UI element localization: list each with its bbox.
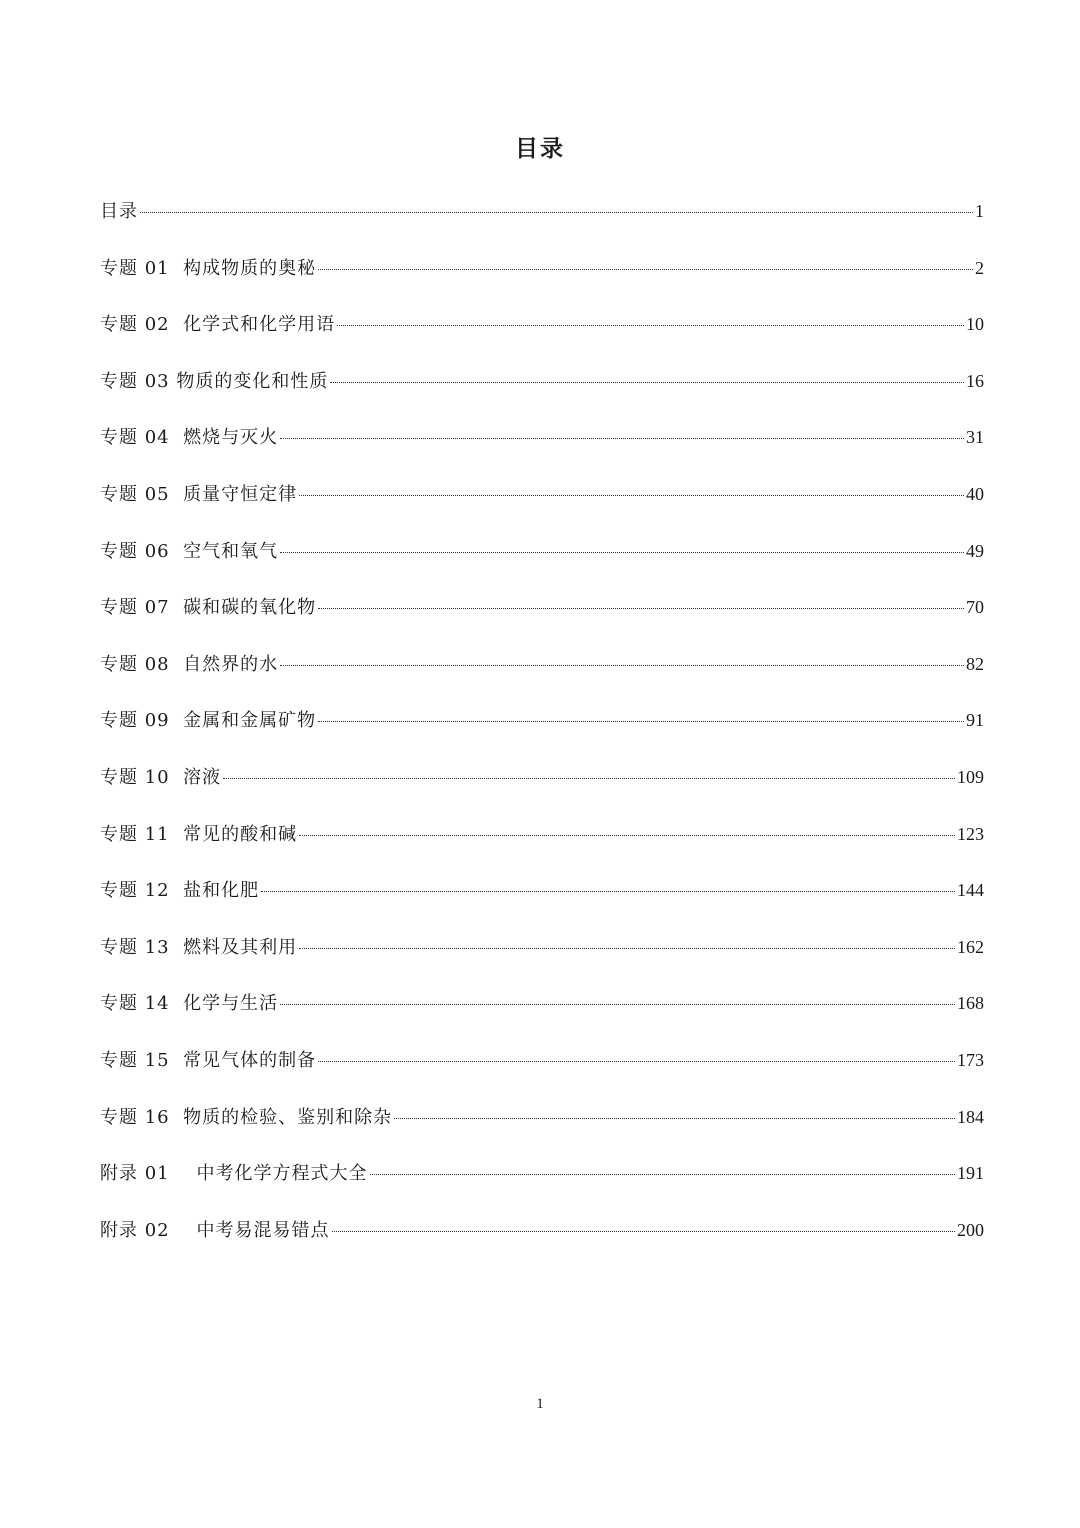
toc-entry-label: 专题 01 构成物质的奥秘 (100, 257, 317, 279)
toc-entry[interactable] (100, 479, 984, 536)
toc-entry-label: 附录 02 中考易混易错点 (100, 1219, 330, 1241)
toc-entry-label: 专题 02 化学式和化学用语 (100, 314, 336, 336)
toc-entry-page-number: 1 (975, 201, 984, 221)
toc-entry-label: 专题 15 常见气体的制备 (100, 1049, 317, 1071)
toc-entry[interactable] (100, 1215, 984, 1272)
toc-entry-label: 专题 08 自然界的水 (100, 653, 279, 675)
dot-leader (280, 665, 964, 666)
dot-leader (318, 1061, 955, 1062)
toc-entry-label: 专题 04 燃烧与灭火 (100, 427, 279, 449)
toc-entry[interactable] (100, 988, 984, 1045)
toc-entry[interactable] (100, 196, 984, 253)
toc-entry-page-number: 16 (966, 370, 984, 391)
toc-entry[interactable] (100, 1045, 984, 1102)
toc-entry-page-number: 2 (975, 257, 984, 278)
toc-entry-label: 目录 (100, 201, 138, 222)
toc-entry[interactable] (100, 536, 984, 593)
toc-entry-page-number: 200 (957, 1219, 984, 1240)
toc-entry[interactable] (100, 309, 984, 366)
dot-leader (330, 382, 964, 383)
dot-leader (370, 1174, 955, 1175)
toc-entry[interactable] (100, 592, 984, 649)
toc-entry-label: 专题 14 化学与生活 (100, 993, 279, 1015)
toc-entry[interactable] (100, 1158, 984, 1215)
toc-entry-label: 专题 12 盐和化肥 (100, 880, 260, 902)
toc-entry[interactable] (100, 253, 984, 310)
dot-leader (280, 552, 964, 553)
toc-entry-page-number: 91 (966, 710, 984, 731)
dot-leader (261, 891, 955, 892)
dot-leader (299, 495, 964, 496)
toc-entry-page-number: 70 (966, 597, 984, 618)
toc-entry[interactable] (100, 762, 984, 819)
toc-entry-page-number: 168 (957, 993, 984, 1014)
toc-entry-page-number: 82 (966, 653, 984, 674)
toc-entry-label: 附录 01 中考化学方程式大全 (100, 1163, 368, 1185)
dot-leader (318, 269, 973, 270)
toc-entry-label: 专题 13 燃料及其利用 (100, 936, 298, 958)
toc-entry-page-number: 31 (966, 427, 984, 448)
toc-entry[interactable] (100, 819, 984, 876)
toc-entry-page-number: 173 (957, 1049, 984, 1070)
dot-leader (318, 608, 964, 609)
dot-leader (140, 212, 973, 213)
toc-entry-label: 专题 05 质量守恒定律 (100, 483, 298, 505)
dot-leader (280, 438, 964, 439)
dot-leader (299, 948, 955, 949)
toc-entry[interactable] (100, 649, 984, 706)
toc-entry-page-number: 40 (966, 483, 984, 504)
dot-leader (332, 1231, 955, 1232)
dot-leader (223, 778, 955, 779)
toc-entry-page-number: 49 (966, 540, 984, 561)
toc-entry-label: 专题 10 溶液 (100, 766, 222, 788)
toc-entry[interactable] (100, 422, 984, 479)
toc-entry-page-number: 10 (966, 314, 984, 335)
toc-entry[interactable] (100, 875, 984, 932)
footer-page-number: 1 (536, 1396, 544, 1412)
toc-entry-label: 专题 11 常见的酸和碱 (100, 823, 298, 845)
toc-entry[interactable] (100, 366, 984, 423)
toc-entry-page-number: 184 (957, 1106, 984, 1127)
toc-entry-page-number: 162 (957, 936, 984, 957)
toc-entry[interactable] (100, 1102, 984, 1159)
page-title: 目录 (515, 135, 565, 162)
dot-leader (299, 835, 955, 836)
dot-leader (337, 325, 964, 326)
toc-entry-label: 专题 06 空气和氧气 (100, 540, 279, 562)
toc-entry-page-number: 109 (957, 766, 984, 787)
toc-entry[interactable] (100, 932, 984, 989)
toc-entry-page-number: 191 (957, 1163, 984, 1184)
toc-entry-label: 专题 16 物质的检验、鉴别和除杂 (100, 1106, 393, 1128)
dot-leader (394, 1118, 955, 1119)
dot-leader (318, 721, 964, 722)
toc-entry-label: 专题 03 物质的变化和性质 (100, 370, 329, 392)
table-of-contents (100, 196, 984, 1271)
toc-entry-label: 专题 07 碳和碳的氧化物 (100, 597, 317, 619)
toc-entry-label: 专题 09 金属和金属矿物 (100, 710, 317, 732)
dot-leader (280, 1004, 955, 1005)
toc-entry-page-number: 144 (957, 880, 984, 901)
toc-entry-page-number: 123 (957, 823, 984, 844)
toc-entry[interactable] (100, 705, 984, 762)
